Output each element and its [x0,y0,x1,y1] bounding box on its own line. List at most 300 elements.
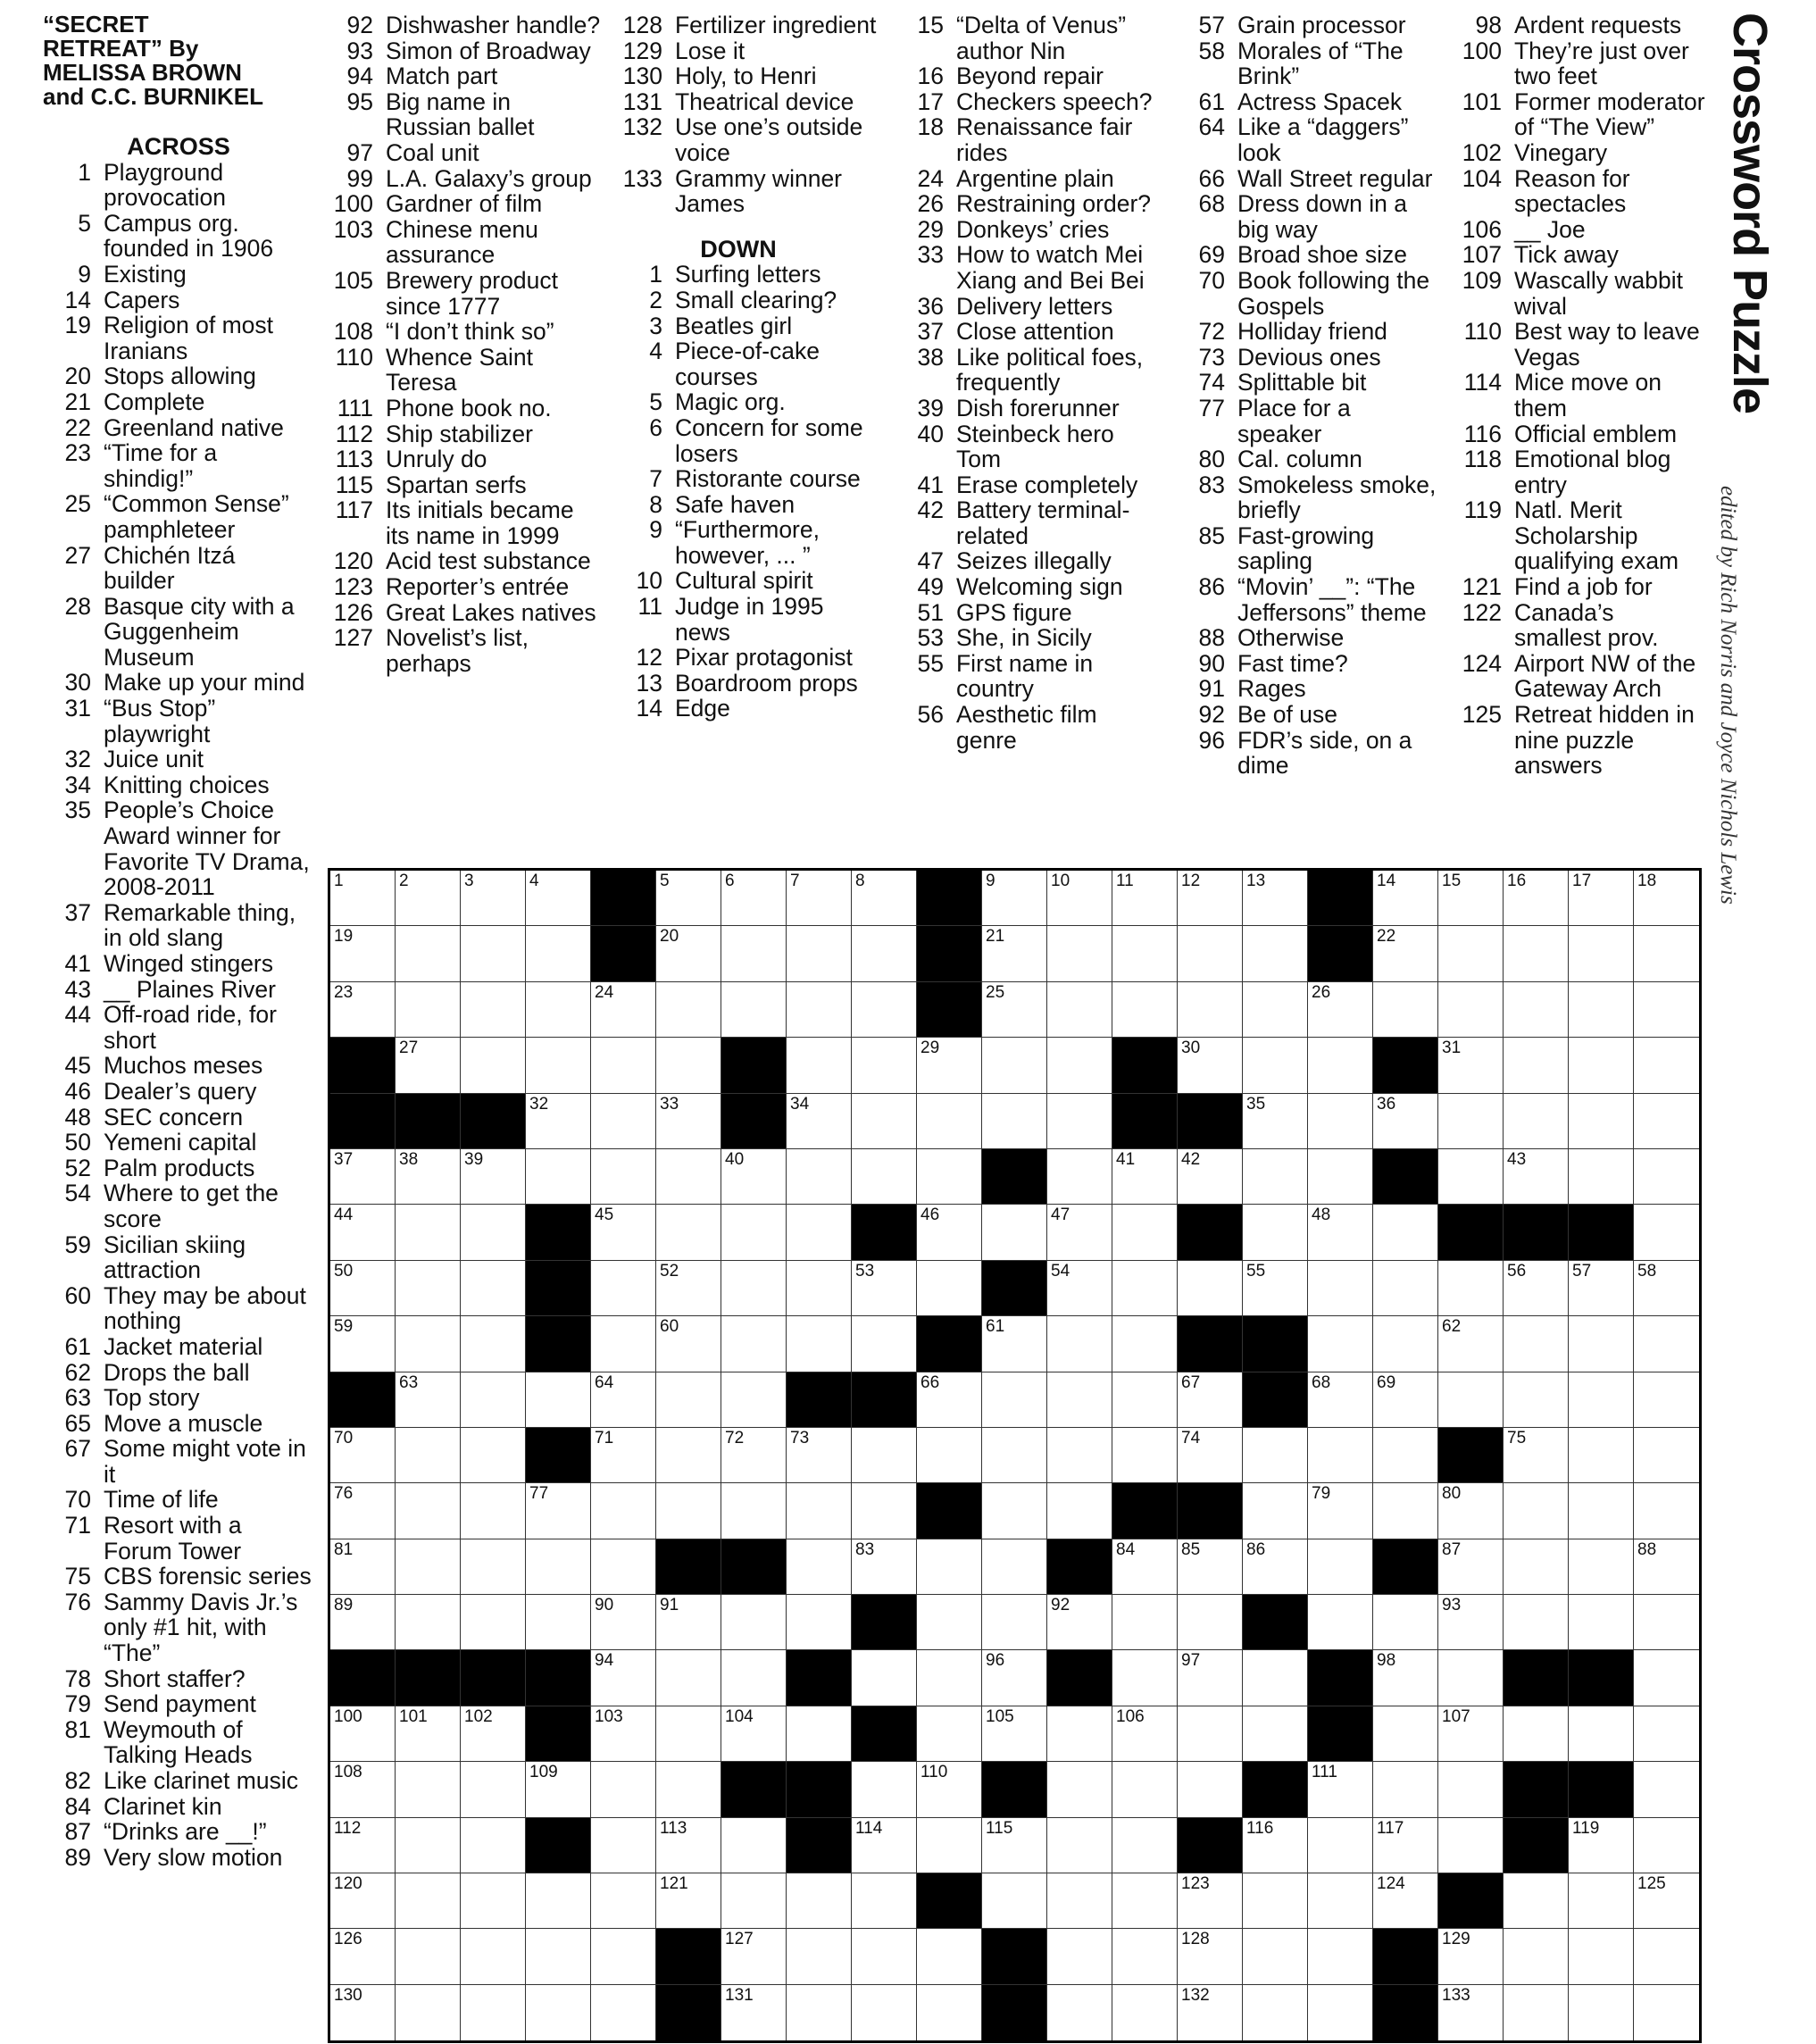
grid-cell[interactable] [1243,1205,1308,1260]
grid-cell[interactable] [852,926,917,981]
grid-cell[interactable] [1308,1205,1373,1260]
grid-cell[interactable] [917,1094,982,1149]
grid-cell[interactable] [1569,1261,1634,1316]
grid-cell[interactable] [396,1483,461,1539]
grid-cell[interactable] [1308,982,1373,1038]
grid-cell[interactable] [1504,926,1569,981]
grid-cell[interactable] [1373,926,1438,981]
grid-cell[interactable] [1047,1038,1112,1093]
grid-cell[interactable] [1308,1483,1373,1539]
grid-cell[interactable] [1308,1261,1373,1316]
grid-cell[interactable] [787,926,852,981]
grid-cell[interactable] [1308,1316,1373,1372]
grid-cell[interactable] [526,1372,591,1428]
grid-cell[interactable] [787,1706,852,1762]
grid-cell[interactable] [1438,1372,1504,1428]
grid-cell[interactable] [982,1094,1047,1149]
grid-cell[interactable] [656,926,721,981]
grid-cell[interactable] [461,1372,526,1428]
grid-cell[interactable] [1569,1873,1634,1929]
grid-cell[interactable] [396,1261,461,1316]
grid-cell[interactable] [1634,1873,1699,1929]
grid-cell[interactable] [1178,1261,1243,1316]
grid-cell[interactable] [330,926,396,981]
grid-cell[interactable] [526,1038,591,1093]
grid-cell[interactable] [1047,1205,1112,1260]
grid-cell[interactable] [1438,1706,1504,1762]
grid-cell[interactable] [1243,1261,1308,1316]
grid-cell[interactable] [1373,982,1438,1038]
grid-cell[interactable] [1308,1985,1373,2040]
grid-cell[interactable] [721,1316,787,1372]
grid-cell[interactable] [1178,1149,1243,1205]
grid-cell[interactable] [1569,1372,1634,1428]
grid-cell[interactable] [852,982,917,1038]
grid-cell[interactable] [461,1762,526,1817]
grid-cell[interactable] [1112,1873,1178,1929]
grid-cell[interactable] [917,1595,982,1650]
grid-cell[interactable] [591,1094,656,1149]
grid-cell[interactable] [656,1483,721,1539]
grid-cell[interactable] [656,1094,721,1149]
grid-cell[interactable] [1243,1873,1308,1929]
grid-cell[interactable] [1373,1873,1438,1929]
grid-cell[interactable] [1438,1650,1504,1706]
grid-cell[interactable] [1504,1929,1569,1984]
grid-cell[interactable] [787,1094,852,1149]
grid-cell[interactable] [787,1261,852,1316]
grid-cell[interactable] [396,1762,461,1817]
grid-cell[interactable] [1047,1261,1112,1316]
grid-cell[interactable] [1243,871,1308,926]
grid-cell[interactable] [982,982,1047,1038]
grid-cell[interactable] [656,1595,721,1650]
grid-cell[interactable] [982,1818,1047,1873]
grid-cell[interactable] [526,926,591,981]
grid-cell[interactable] [1504,1094,1569,1149]
grid-cell[interactable] [1504,1483,1569,1539]
grid-cell[interactable] [461,1818,526,1873]
grid-cell[interactable] [1569,1316,1634,1372]
grid-cell[interactable] [461,1038,526,1093]
grid-cell[interactable] [330,1261,396,1316]
grid-cell[interactable] [1438,1149,1504,1205]
grid-cell[interactable] [1438,926,1504,981]
grid-cell[interactable] [591,1818,656,1873]
grid-cell[interactable] [1373,1205,1438,1260]
grid-cell[interactable] [396,926,461,981]
grid-cell[interactable] [1112,1205,1178,1260]
grid-cell[interactable] [1308,1149,1373,1205]
grid-cell[interactable] [591,1762,656,1817]
grid-cell[interactable] [1112,1818,1178,1873]
grid-cell[interactable] [982,1316,1047,1372]
grid-cell[interactable] [721,926,787,981]
grid-cell[interactable] [787,1205,852,1260]
grid-cell[interactable] [396,1706,461,1762]
grid-cell[interactable] [591,1372,656,1428]
grid-cell[interactable] [982,1483,1047,1539]
grid-cell[interactable] [526,1929,591,1984]
grid-cell[interactable] [461,1428,526,1483]
grid-cell[interactable] [852,1428,917,1483]
grid-cell[interactable] [1308,1762,1373,1817]
grid-cell[interactable] [721,1818,787,1873]
grid-cell[interactable] [330,1539,396,1595]
grid-cell[interactable] [852,1261,917,1316]
grid-cell[interactable] [917,1261,982,1316]
grid-cell[interactable] [1373,1261,1438,1316]
grid-cell[interactable] [1569,1818,1634,1873]
grid-cell[interactable] [852,1316,917,1372]
grid-cell[interactable] [330,1929,396,1984]
grid-cell[interactable] [1243,926,1308,981]
grid-cell[interactable] [526,871,591,926]
grid-cell[interactable] [656,1762,721,1817]
grid-cell[interactable] [1308,1428,1373,1483]
grid-cell[interactable] [1634,1985,1699,2040]
grid-cell[interactable] [330,1762,396,1817]
grid-cell[interactable] [852,1149,917,1205]
grid-cell[interactable] [591,1929,656,1984]
grid-cell[interactable] [1438,1595,1504,1650]
grid-cell[interactable] [1569,926,1634,981]
grid-cell[interactable] [1243,1929,1308,1984]
grid-cell[interactable] [656,1818,721,1873]
grid-cell[interactable] [1438,1483,1504,1539]
grid-cell[interactable] [1634,926,1699,981]
grid-cell[interactable] [787,982,852,1038]
grid-cell[interactable] [1047,1094,1112,1149]
grid-cell[interactable] [1634,871,1699,926]
grid-cell[interactable] [330,1595,396,1650]
grid-cell[interactable] [591,1428,656,1483]
grid-cell[interactable] [461,1706,526,1762]
grid-cell[interactable] [721,1873,787,1929]
grid-cell[interactable] [1178,982,1243,1038]
grid-cell[interactable] [917,1762,982,1817]
grid-cell[interactable] [1047,1706,1112,1762]
grid-cell[interactable] [1178,1929,1243,1984]
grid-cell[interactable] [1634,1316,1699,1372]
grid-cell[interactable] [1438,1762,1504,1817]
grid-cell[interactable] [1569,871,1634,926]
grid-cell[interactable] [1438,871,1504,926]
grid-cell[interactable] [721,1372,787,1428]
grid-cell[interactable] [1047,926,1112,981]
grid-cell[interactable] [917,1038,982,1093]
grid-cell[interactable] [591,1873,656,1929]
grid-cell[interactable] [1047,1929,1112,1984]
grid-cell[interactable] [656,1149,721,1205]
grid-cell[interactable] [1373,1372,1438,1428]
grid-cell[interactable] [526,1985,591,2040]
grid-cell[interactable] [1243,1428,1308,1483]
grid-cell[interactable] [1047,1316,1112,1372]
grid-cell[interactable] [982,1706,1047,1762]
grid-cell[interactable] [1243,1149,1308,1205]
grid-cell[interactable] [1047,1428,1112,1483]
grid-cell[interactable] [1569,1985,1634,2040]
grid-cell[interactable] [1178,1595,1243,1650]
grid-cell[interactable] [1634,982,1699,1038]
grid-cell[interactable] [591,1539,656,1595]
grid-cell[interactable] [1178,1428,1243,1483]
grid-cell[interactable] [1047,1818,1112,1873]
grid-cell[interactable] [1504,1985,1569,2040]
grid-cell[interactable] [396,1595,461,1650]
grid-cell[interactable] [461,1205,526,1260]
grid-cell[interactable] [1569,1706,1634,1762]
grid-cell[interactable] [982,1873,1047,1929]
grid-cell[interactable] [1569,1539,1634,1595]
grid-cell[interactable] [330,982,396,1038]
grid-cell[interactable] [396,1372,461,1428]
grid-cell[interactable] [1112,1985,1178,2040]
grid-cell[interactable] [461,1595,526,1650]
grid-cell[interactable] [1504,1539,1569,1595]
grid-cell[interactable] [1112,1762,1178,1817]
grid-cell[interactable] [1634,1094,1699,1149]
grid-cell[interactable] [787,1929,852,1984]
grid-cell[interactable] [787,1428,852,1483]
grid-cell[interactable] [1308,1038,1373,1093]
grid-cell[interactable] [721,1261,787,1316]
grid-cell[interactable] [1634,1428,1699,1483]
grid-cell[interactable] [396,982,461,1038]
grid-cell[interactable] [1178,1706,1243,1762]
grid-cell[interactable] [591,1650,656,1706]
grid-cell[interactable] [1634,1038,1699,1093]
grid-cell[interactable] [1438,1985,1504,2040]
grid-cell[interactable] [917,1706,982,1762]
grid-cell[interactable] [1634,1149,1699,1205]
grid-cell[interactable] [1112,1650,1178,1706]
grid-cell[interactable] [1634,1762,1699,1817]
grid-cell[interactable] [1178,1372,1243,1428]
grid-cell[interactable] [1243,1650,1308,1706]
grid-cell[interactable] [721,1985,787,2040]
grid-cell[interactable] [396,1428,461,1483]
grid-cell[interactable] [852,1762,917,1817]
grid-cell[interactable] [526,1539,591,1595]
grid-cell[interactable] [1308,1873,1373,1929]
grid-cell[interactable] [1438,1539,1504,1595]
grid-cell[interactable] [1373,1428,1438,1483]
grid-cell[interactable] [526,1094,591,1149]
grid-cell[interactable] [656,982,721,1038]
grid-cell[interactable] [852,1483,917,1539]
grid-cell[interactable] [721,871,787,926]
grid-cell[interactable] [852,1873,917,1929]
grid-cell[interactable] [461,1929,526,1984]
grid-cell[interactable] [1112,982,1178,1038]
grid-cell[interactable] [1047,1372,1112,1428]
grid-cell[interactable] [787,1038,852,1093]
grid-cell[interactable] [917,1428,982,1483]
grid-cell[interactable] [787,1539,852,1595]
grid-cell[interactable] [982,1595,1047,1650]
grid-cell[interactable] [982,871,1047,926]
grid-cell[interactable] [852,1038,917,1093]
grid-cell[interactable] [1112,926,1178,981]
grid-cell[interactable] [1112,1316,1178,1372]
grid-cell[interactable] [1243,1818,1308,1873]
grid-cell[interactable] [721,1929,787,1984]
grid-cell[interactable] [656,871,721,926]
grid-cell[interactable] [1569,1483,1634,1539]
grid-cell[interactable] [917,1650,982,1706]
grid-cell[interactable] [1308,1372,1373,1428]
grid-cell[interactable] [1504,1149,1569,1205]
grid-cell[interactable] [1634,1372,1699,1428]
grid-cell[interactable] [461,982,526,1038]
grid-cell[interactable] [526,1873,591,1929]
grid-cell[interactable] [396,1873,461,1929]
grid-cell[interactable] [1047,982,1112,1038]
grid-cell[interactable] [721,1483,787,1539]
grid-cell[interactable] [1243,982,1308,1038]
grid-cell[interactable] [787,1595,852,1650]
grid-cell[interactable] [1373,1094,1438,1149]
grid-cell[interactable] [396,1539,461,1595]
grid-cell[interactable] [1504,1595,1569,1650]
grid-cell[interactable] [787,1873,852,1929]
grid-cell[interactable] [982,1428,1047,1483]
grid-cell[interactable] [461,926,526,981]
grid-cell[interactable] [1504,1316,1569,1372]
grid-cell[interactable] [1308,1929,1373,1984]
grid-cell[interactable] [461,1873,526,1929]
grid-cell[interactable] [330,1985,396,2040]
grid-cell[interactable] [1178,1873,1243,1929]
grid-cell[interactable] [1373,1650,1438,1706]
grid-cell[interactable] [917,1929,982,1984]
grid-cell[interactable] [1178,1985,1243,2040]
grid-cell[interactable] [1504,1706,1569,1762]
grid-cell[interactable] [1373,1483,1438,1539]
grid-cell[interactable] [1243,1094,1308,1149]
grid-cell[interactable] [461,871,526,926]
grid-cell[interactable] [1178,926,1243,981]
grid-cell[interactable] [917,1149,982,1205]
grid-cell[interactable] [1112,1929,1178,1984]
grid-cell[interactable] [1373,1818,1438,1873]
grid-cell[interactable] [1634,1706,1699,1762]
grid-cell[interactable] [1112,1149,1178,1205]
grid-cell[interactable] [656,1261,721,1316]
grid-cell[interactable] [1373,1706,1438,1762]
grid-cell[interactable] [396,1818,461,1873]
grid-cell[interactable] [526,1595,591,1650]
grid-cell[interactable] [461,1483,526,1539]
grid-cell[interactable] [721,1428,787,1483]
grid-cell[interactable] [1178,871,1243,926]
grid-cell[interactable] [1569,1595,1634,1650]
grid-cell[interactable] [526,1149,591,1205]
grid-cell[interactable] [721,982,787,1038]
grid-cell[interactable] [917,1985,982,2040]
grid-cell[interactable] [787,1316,852,1372]
grid-cell[interactable] [396,1316,461,1372]
grid-cell[interactable] [1504,1372,1569,1428]
grid-cell[interactable] [526,1483,591,1539]
grid-cell[interactable] [591,1706,656,1762]
grid-cell[interactable] [591,1595,656,1650]
grid-cell[interactable] [330,1818,396,1873]
grid-cell[interactable] [787,1483,852,1539]
grid-cell[interactable] [982,1038,1047,1093]
grid-cell[interactable] [721,1650,787,1706]
grid-cell[interactable] [591,1149,656,1205]
grid-cell[interactable] [852,1094,917,1149]
grid-cell[interactable] [396,1205,461,1260]
grid-cell[interactable] [1308,1595,1373,1650]
grid-cell[interactable] [461,1261,526,1316]
grid-cell[interactable] [1047,871,1112,926]
grid-cell[interactable] [1047,1149,1112,1205]
grid-cell[interactable] [1569,1149,1634,1205]
grid-cell[interactable] [1047,1762,1112,1817]
grid-cell[interactable] [917,1205,982,1260]
grid-cell[interactable] [1112,1261,1178,1316]
grid-cell[interactable] [721,1706,787,1762]
grid-cell[interactable] [591,1261,656,1316]
grid-cell[interactable] [656,1316,721,1372]
grid-cell[interactable] [787,871,852,926]
grid-cell[interactable] [1308,1539,1373,1595]
grid-cell[interactable] [396,1929,461,1984]
grid-cell[interactable] [1047,1483,1112,1539]
grid-cell[interactable] [1047,1985,1112,2040]
grid-cell[interactable] [917,1539,982,1595]
grid-cell[interactable] [1504,1428,1569,1483]
grid-cell[interactable] [330,1483,396,1539]
grid-cell[interactable] [1504,1038,1569,1093]
grid-cell[interactable] [591,1038,656,1093]
grid-cell[interactable] [917,1372,982,1428]
grid-cell[interactable] [330,1428,396,1483]
grid-cell[interactable] [787,1985,852,2040]
grid-cell[interactable] [1569,1929,1634,1984]
grid-cell[interactable] [1569,1428,1634,1483]
grid-cell[interactable] [1112,1706,1178,1762]
grid-cell[interactable] [330,1873,396,1929]
grid-cell[interactable] [852,1650,917,1706]
grid-cell[interactable] [917,1818,982,1873]
grid-cell[interactable] [656,1428,721,1483]
grid-cell[interactable] [461,1539,526,1595]
grid-cell[interactable] [1504,1261,1569,1316]
grid-cell[interactable] [330,871,396,926]
grid-cell[interactable] [982,1372,1047,1428]
grid-cell[interactable] [1438,982,1504,1038]
grid-cell[interactable] [1634,1818,1699,1873]
grid-cell[interactable] [1178,1762,1243,1817]
grid-cell[interactable] [721,1149,787,1205]
grid-cell[interactable] [1047,1595,1112,1650]
grid-cell[interactable] [982,1650,1047,1706]
grid-cell[interactable] [396,871,461,926]
grid-cell[interactable] [1047,1873,1112,1929]
grid-cell[interactable] [1112,1372,1178,1428]
grid-cell[interactable] [1504,1873,1569,1929]
grid-cell[interactable] [591,1316,656,1372]
grid-cell[interactable] [1178,1038,1243,1093]
grid-cell[interactable] [1634,1595,1699,1650]
grid-cell[interactable] [330,1316,396,1372]
grid-cell[interactable] [1373,1762,1438,1817]
